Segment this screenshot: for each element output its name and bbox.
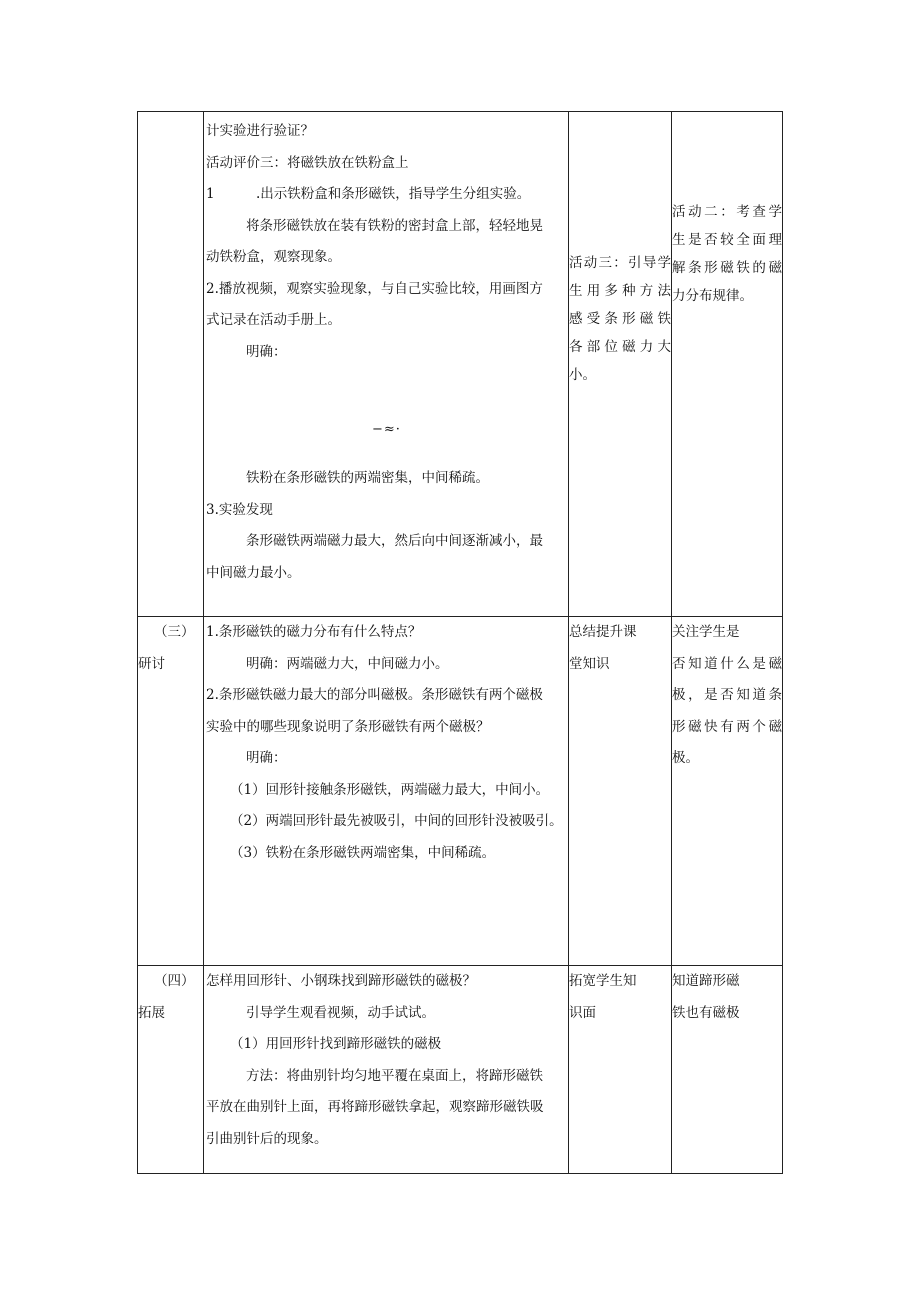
evaluation-line: 活动二：考查学 — [672, 204, 782, 220]
content-line: （1）用回形针找到蹄形磁铁的磁极 — [230, 1036, 442, 1052]
content-line: 将条形磁铁放在装有铁粉的密封盒上部，轻轻地晃 — [246, 217, 543, 234]
content-line: 活动评价三：将磁铁放在铁粉盒上 — [206, 154, 409, 171]
content-line: 3.实验发现 — [206, 501, 273, 518]
section-name: 研讨 — [138, 655, 165, 672]
evaluation-cell — [672, 966, 783, 1174]
content-line: 实验中的哪些现象说明了条形磁铁有两个磁极？ — [206, 718, 490, 735]
section-number: （三） — [154, 624, 195, 640]
design-intent-cell — [569, 112, 672, 617]
design-line: 小。 — [569, 367, 596, 383]
design-line: 各部位磁力大 — [569, 339, 671, 355]
content-cell — [204, 112, 569, 617]
evaluation-cell — [672, 112, 783, 617]
content-line: 1.条形磁铁的磁力分布有什么特点？ — [206, 624, 422, 640]
content-line: （3）铁粉在条形磁铁两端密集，中间稀疏。 — [230, 844, 496, 861]
section-cell — [138, 617, 204, 966]
content-line: （1）回形针接触条形磁铁，两端磁力最大，中间小。 — [230, 781, 550, 798]
evaluation-line: 生是否较全面理 — [672, 232, 782, 248]
content-line: （2）两端回形针最先被吸引，中间的回形针没被吸引。 — [230, 813, 563, 829]
content-line: 2.条形磁铁磁力最大的部分叫磁极。条形磁铁有两个磁极 — [206, 687, 543, 703]
design-line: 活动三：引导学 — [569, 255, 671, 271]
design-line: 识面 — [569, 1004, 596, 1021]
evaluation-line: 极，是否知道条 — [672, 687, 782, 703]
evaluation-line: 铁也有磁极 — [672, 1004, 740, 1021]
evaluation-line: 否知道什么是磁 — [672, 655, 782, 672]
content-line: 式记录在活动手册上。 — [206, 312, 341, 328]
evaluation-line: 力分布规律。 — [672, 288, 753, 304]
section-number: （四） — [154, 973, 195, 989]
design-line: 感受条形磁铁 — [569, 311, 671, 327]
evaluation-line: 形磁快有两个磁 — [672, 718, 782, 735]
evaluation-line: 关注学生是 — [672, 624, 740, 640]
content-line: 引导学生观看视频，动手试试。 — [246, 1004, 435, 1021]
step-number: 1 — [206, 186, 215, 202]
content-line: 铁粉在条形磁铁的两端密集，中间稀疏。 — [246, 470, 489, 486]
content-line: 平放在曲别针上面，再将蹄形磁铁拿起，观察蹄形磁铁吸 — [206, 1099, 544, 1115]
drawing-mark: −≈· — [372, 422, 401, 437]
table-row — [138, 112, 783, 617]
content-line — [206, 179, 566, 211]
design-line: 总结提升课 — [569, 624, 637, 640]
content-line: 怎样用回形针、小钢珠找到蹄形磁铁的磁极？ — [206, 973, 476, 989]
content-line: 条形磁铁两端磁力最大，然后向中间逐渐减小，最 — [246, 533, 543, 549]
content-line: 方法：将曲别针均匀地平覆在桌面上，将蹄形磁铁 — [246, 1067, 543, 1084]
design-line: 生用多种方法 — [569, 283, 671, 299]
table-row — [138, 617, 783, 966]
content-line: 明确： — [246, 750, 287, 766]
content-line: 中间磁力最小。 — [206, 564, 301, 581]
content-line: 明确：两端磁力大，中间磁力小。 — [246, 655, 449, 672]
evaluation-line: 知道蹄形磁 — [672, 973, 740, 989]
section-cell — [138, 112, 204, 617]
content-line: 计实验进行验证？ — [206, 123, 314, 139]
design-intent-cell — [569, 966, 672, 1174]
evaluation-line: 解条形磁铁的磁 — [672, 260, 782, 276]
content-cell — [204, 617, 569, 966]
content-line: 2.播放视频，观察实验现象，与自己实验比较，用画图方 — [206, 280, 543, 297]
evaluation-line: 极。 — [672, 750, 699, 766]
design-intent-cell — [569, 617, 672, 966]
design-line: 堂知识 — [569, 655, 610, 672]
table-row — [138, 966, 783, 1174]
content-line: 明确： — [246, 343, 287, 360]
design-line: 拓宽学生知 — [569, 973, 637, 989]
evaluation-cell — [672, 617, 783, 966]
content-cell — [204, 966, 569, 1174]
lesson-plan-table — [137, 111, 783, 1174]
section-name: 拓展 — [138, 1004, 165, 1021]
content-line: 引曲别针后的现象。 — [206, 1130, 328, 1147]
step-text: .出示铁粉盒和条形磁铁，指导学生分组实验。 — [256, 186, 531, 202]
section-cell — [138, 966, 204, 1174]
content-line: 动铁粉盒，观察现象。 — [206, 249, 341, 265]
drawing-area — [206, 368, 566, 463]
